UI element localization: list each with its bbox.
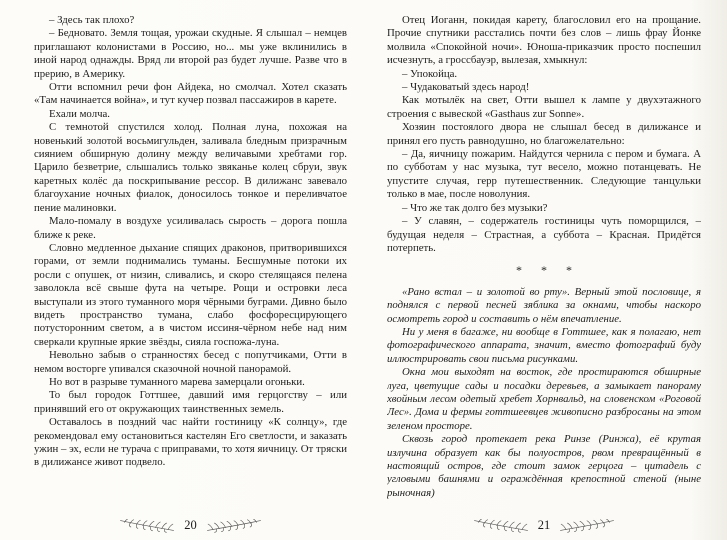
right-page-text bbox=[387, 14, 701, 510]
paragraph: Отти вспомнил речи фон Айдека, но смолчал. Хотел сказать «Там начинается война», и тут кучер позвал пассажиров в карете. bbox=[34, 81, 347, 107]
paragraph: Невольно забыв о странностях бесед с попутчиками, Отти в немом восторге упивался сказочной ночной панорамой. bbox=[34, 349, 347, 375]
fern-ornament-icon bbox=[559, 518, 615, 533]
right-page-footer bbox=[387, 510, 701, 540]
paragraph: Окна мои выходят на восток, где простираются обширные луга, цветущие сады и посадки деревьев, а замыкает панораму хвойным лесом одетый хребет Хорнвальд, на словенском «Роговой Лес». Дома и фермы готтшеевцев живописно разбросаны на этом зеленом просторе. bbox=[387, 366, 701, 432]
paragraph: Сквозь город протекает река Ринзе (Ринжа), её крутая излучина образует как бы полуостров, рвом превращённый в настоящий остров, где стоит замок герцога – цитадель с угловыми башнями и ограждённая крепостной стеной (ныне рыночная) bbox=[387, 433, 701, 499]
paragraph: – Здесь так плохо? bbox=[49, 14, 135, 26]
paragraph: Ехали молча. bbox=[49, 107, 111, 120]
right-page-narrative bbox=[387, 14, 701, 255]
page-number: 20 bbox=[184, 517, 197, 532]
fern-ornament-icon bbox=[119, 518, 175, 533]
paragraph: – Упокойца. bbox=[402, 67, 458, 80]
book-page-right bbox=[387, 14, 701, 540]
paragraph: – Бедновато. Земля тощая, урожаи скудные. Я слышал – немцев приглашают колонистами в Россию, но... мы уже вклинились в иной народ однажды. Вряд ли второй раз будет лучше. Разве что в прерию, в Америку. bbox=[34, 27, 347, 80]
paragraph: Ни у меня в багаже, ни вообще в Готтшее, как я полагаю, нет фотографического аппарата, значит, вместо фотографий буду иллюстрировать свои письма рисунками. bbox=[387, 325, 701, 365]
fern-ornament-icon bbox=[206, 518, 262, 533]
right-page-letter bbox=[387, 286, 701, 501]
section-separator: * * * bbox=[516, 263, 580, 278]
paragraph: – Чудаковатый здесь народ! bbox=[402, 81, 530, 94]
page-number: 21 bbox=[537, 517, 551, 532]
paragraph: Отец Иоганн, покидая карету, благословил его на прощание. Прочие спутники расстались почти без слов – лишь фрау Йонке молвила «Спокойной ночи». Юноша-приказчик просто поспешил исчезнуть, а гроссбауэр, вылезая, хмыкнул: bbox=[387, 14, 701, 67]
paragraph: – У славян, – содержатель гостиницы чуть поморщился, – будущая неделя – Страстная, а суббота – Красная. Придётся потерпеть. bbox=[387, 215, 701, 254]
paragraph: Хозяин постоялого двора не слышал бесед в дилижансе и принял его пусть равнодушно, но благожелательно: bbox=[387, 121, 701, 147]
left-page-text bbox=[34, 14, 347, 510]
paragraph: С темнотой спустился холод. Полная луна, похожая на новенький золотой восьмигульден, заливала бледным призрачным сиянием обширную долину между величавыми хребтами гор. Царило безветрие, слышались только звяканье колец сбруи, звук каретных колёс да поскрипывание рессор. В дилижанс завевало благоухание ночных фиалок, доносилось тонкое и переливчатое пение малиновки. bbox=[34, 121, 347, 214]
paragraph: «Рано встал – и золотой во рту». Верный этой пословице, я поднялся с первой песней зяблика за окнами, чтобы наскоро осмотреть город и составить о нём впечатление. bbox=[387, 285, 701, 325]
book-page-left bbox=[34, 14, 347, 540]
paragraph: Оставалось в поздний час найти гостиницу «К солнцу», где рекомендовал ему остановиться кастелян Его светлости, и заказать ужин – эх, если не турача с приправами, то хотя яичницу. От тряски в дилижансе живот подвело. bbox=[34, 416, 347, 469]
paragraph: Как мотылёк на свет, Отти вышел к лампе у двухэтажного строения с вывеской «Gasthaus zur Sonne». bbox=[387, 94, 701, 120]
paragraph: – Что же так долго без музыки? bbox=[402, 201, 548, 214]
left-page-footer bbox=[34, 510, 347, 540]
paragraph: – Да, яичницу пожарим. Найдутся чернила с пером и бумага. А по субботам у нас музыка, тут весело, можно потанцевать. Не упустите случая, герр путешественник. Следующие танцульки только в мае, после новолуния. bbox=[387, 148, 701, 201]
paragraph: Мало-помалу в воздухе усиливалась сырость – дорога пошла ближе к реке. bbox=[34, 215, 347, 241]
fern-ornament-icon bbox=[473, 518, 529, 533]
paragraph: То был городок Готтшее, давший имя герцогству – или принявший его от окружающих таинственных земель. bbox=[34, 389, 347, 415]
paragraph: Словно медленное дыхание спящих драконов, притворившихся горами, от земли поднимались туманы. Бесшумные потоки их росли с опушек, от низин, сливались, и скоро стелящаяся пелена заволокла всё свыше фута на четыре. Рощи и островки леса выступали из этого туманного моря чёрными буграми. Дивно было видеть пространство тумана, слабо фосфоресцирующего потусторонним светом, а в чистом иссиня-чёрном небе над ним сверкали крупные яркие звёзды, сияла госпожа-луна. bbox=[34, 241, 347, 348]
paragraph: Но вот в разрыве туманного марева замерцали огоньки. bbox=[49, 375, 305, 388]
